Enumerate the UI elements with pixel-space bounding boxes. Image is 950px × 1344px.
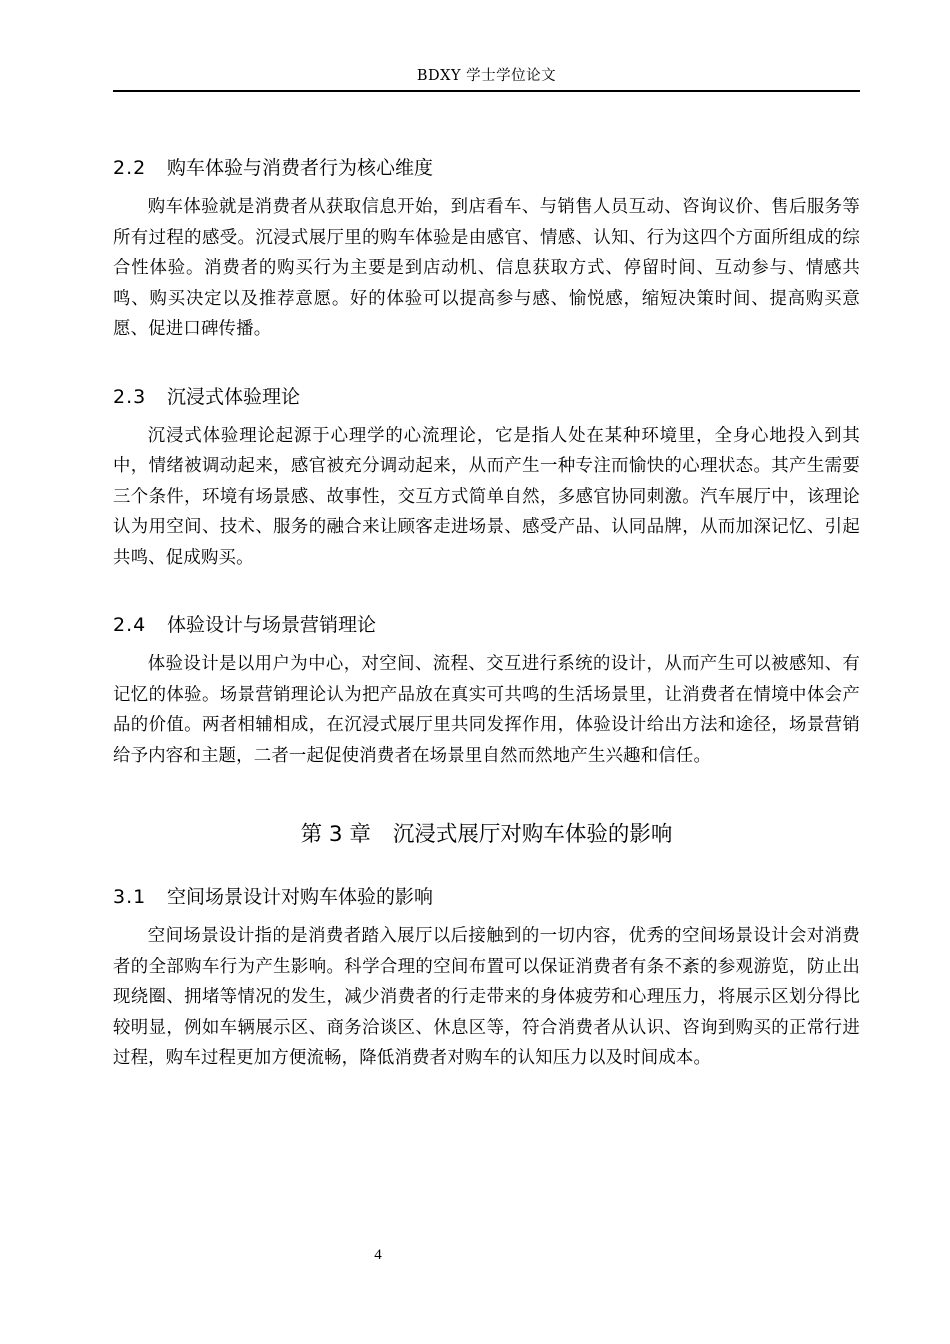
section-paragraph: 购车体验就是消费者从获取信息开始，到店看车、与销售人员互动、咨询议价、售后服务等所有过程的感受。沉浸式展厅里的购车体验是由感官、情感、认知、行为这四个方面所组成的综合性体验。消费者的购买行为主要是到店动机、信息获取方式、停留时间、互动参与、情感共鸣、购买决定以及推荐意愿。好的体验可以提高参与感、愉悦感，缩短决策时间、提高购买意愿、促进口碑传播。 <box>113 197 860 339</box>
section-title: 空间场景设计对购车体验的影响 <box>167 886 434 908</box>
running-header: BDXY 学士学位论文 <box>416 68 557 84</box>
section-heading <box>113 607 860 643</box>
section-2-2 <box>113 150 860 345</box>
section-title: 购车体验与消费者行为核心维度 <box>167 157 434 179</box>
page-number: 4 <box>374 1247 382 1263</box>
section-paragraph: 空间场景设计指的是消费者踏入展厅以后接触到的一切内容，优秀的空间场景设计会对消费者的全部购车行为产生影响。科学合理的空间布置可以保证消费者有条不紊的参观游览，防止出现绕圈、拥堵等情况的发生，减少消费者的行走带来的身体疲劳和心理压力，将展示区划分得比较明显，例如车辆展示区、商务洽谈区、休息区等，符合消费者从认识、咨询到购买的正常行进过程，购车过程更加方便流畅，降低消费者对购车的认知压力以及时间成本。 <box>113 926 860 1068</box>
section-heading <box>113 879 860 915</box>
chapter-number: 第 3 章 <box>300 822 371 847</box>
section-heading <box>113 150 860 186</box>
section-title: 体验设计与场景营销理论 <box>167 614 377 636</box>
section-3-1 <box>113 879 860 1074</box>
section-number: 3.1 <box>113 886 147 908</box>
chapter-title: 沉浸式展厅对购车体验的影响 <box>392 822 673 847</box>
header-rule <box>113 90 860 92</box>
section-paragraph: 体验设计是以用户为中心，对空间、流程、交互进行系统的设计，从而产生可以被感知、有记忆的体验。场景营销理论认为把产品放在真实可共鸣的生活场景里，让消费者在情境中体会产品的价值。两者相辅相成，在沉浸式展厅里共同发挥作用，体验设计给出方法和途径，场景营销给予内容和主题，二者一起促使消费者在场景里自然而然地产生兴趣和信任。 <box>113 654 860 766</box>
page-body <box>113 150 860 1074</box>
section-heading <box>113 379 860 415</box>
section-paragraph: 沉浸式体验理论起源于心理学的心流理论，它是指人处在某种环境里，全身心地投入到其中，情绪被调动起来，感官被充分调动起来，从而产生一种专注而愉快的心理状态。其产生需要三个条件，环境有场景感、故事性，交互方式简单自然，多感官协同刺激。汽车展厅中，该理论认为用空间、技术、服务的融合来让顾客走进场景、感受产品、认同品牌，从而加深记忆、引起共鸣、促成购买。 <box>113 425 860 568</box>
section-number: 2.2 <box>113 157 147 179</box>
chapter-heading <box>113 815 860 855</box>
section-2-3 <box>113 379 860 574</box>
section-2-4 <box>113 607 860 771</box>
section-number: 2.4 <box>113 614 147 636</box>
section-number: 2.3 <box>113 385 147 408</box>
section-title: 沉浸式体验理论 <box>167 385 301 408</box>
